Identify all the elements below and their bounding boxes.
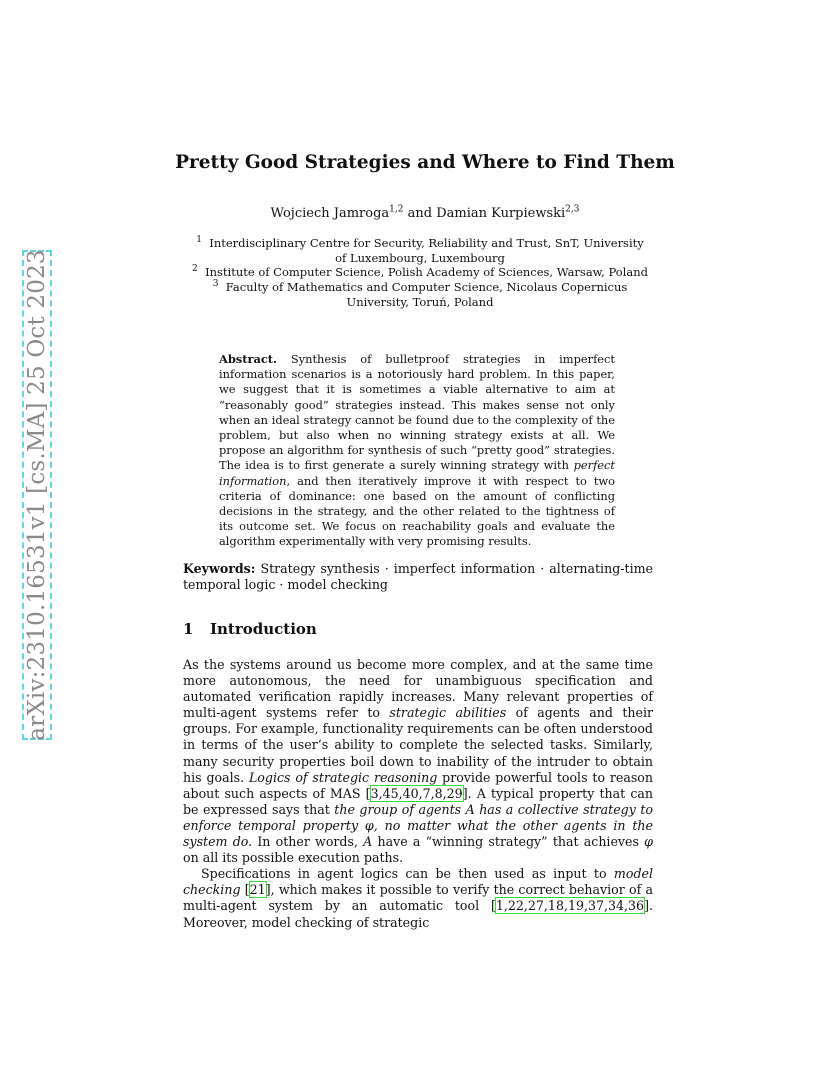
p2-text-c: ], which makes it possible to verify the correct behavior of a multi-agent system by an automatic tool [: [183, 882, 654, 914]
abstract-text-2: , and then iteratively improve it with respect to two criteria of dominance: one based on the amount of conflicting decisions in the strategy, and the other related to the tightness of its outcome set. We focus on reachability goals and evaluate the algorithm experimentally with very promising results.: [219, 473, 615, 549]
abstract-label: Abstract.: [219, 352, 278, 366]
citation-link-21[interactable]: 21: [249, 882, 266, 898]
author-1-affil: 1,2: [389, 204, 404, 215]
citation-link-group-2[interactable]: 1,22,27,18,19,37,34,36: [495, 898, 645, 914]
p1-text-c: provide powerful tools to reason about such aspects of MAS [: [183, 769, 653, 801]
keywords: [183, 561, 653, 593]
arxiv-identifier: arXiv:2310.16531v1 [cs.MA] 25 Oct 2023: [24, 249, 50, 741]
p1-text-a: As the systems around us become more complex, and at the same time more autonomous, the need for unambiguous specification and automated verification rapidly increases. Many relevant properties of multi-agent systems refer to: [183, 657, 653, 721]
p2-text-a: Specifications in agent logics can be then used as input to: [201, 866, 614, 882]
p1-italic-1: strategic abilities: [389, 705, 507, 721]
p2-italic-1: model checking: [183, 866, 653, 898]
p1-italic-2: Logics of strategic reasoning: [248, 769, 438, 785]
affiliation-3-number: 3: [212, 279, 219, 290]
affiliation-2-number: 2: [192, 264, 198, 275]
citation-link-group-1[interactable]: 3,45,40,7,8,29: [370, 785, 463, 801]
p1-italic-4: A: [363, 834, 373, 850]
p1-text-g: on all its possible execution paths.: [183, 850, 404, 866]
p2-text-d: ]. Moreover, model checking of strategic: [183, 898, 653, 930]
affiliation-2: [190, 265, 650, 280]
author-2: Damian Kurpiewski: [436, 206, 566, 221]
affiliation-3-text: Faculty of Mathematics and Computer Science, Nicolaus Copernicus University, Toruń, Poland: [225, 280, 628, 309]
p1-text-b: of agents and their groups. For example, functionality requirements can be often understood in terms of the user’s ability to complete the selected tasks. Similarly, many security properties boil down to inability of the intruder to obtain his goals.: [183, 705, 653, 785]
section-number: 1: [183, 620, 194, 638]
abstract: [219, 352, 615, 550]
p1-italic-5: φ: [644, 834, 653, 850]
affiliation-3: [190, 280, 650, 310]
affiliation-2-text: Institute of Computer Science, Polish Academy of Sciences, Warsaw, Poland: [205, 265, 648, 279]
keywords-label: Keywords:: [183, 561, 256, 576]
author-1: Wojciech Jamroga: [270, 206, 390, 221]
keywords-text: Strategy synthesis · imperfect information · alternating-time temporal logic · model checking: [183, 561, 653, 593]
author-conjunction: and: [407, 206, 433, 221]
p1-text-d: ]. A typical property that can be expressed says that: [183, 785, 654, 817]
affiliation-1-number: 1: [196, 235, 202, 246]
paragraph-2: [183, 866, 653, 930]
abstract-italic: perfect information: [219, 458, 615, 488]
author-2-affil: 2,3: [565, 204, 580, 215]
paper-title: Pretty Good Strategies and Where to Find Them: [175, 152, 675, 173]
body-text: [183, 657, 653, 931]
p1-italic-3: the group of agents A has a collective strategy to enforce temporal property φ, no matter what the other agents in the system do.: [183, 801, 653, 850]
author-line: [170, 206, 680, 221]
abstract-text-1: Synthesis of bulletproof strategies in imperfect information scenarios is a notoriously hard problem. In this paper, we suggest that it is sometimes a viable alternative to aim at “reasonably good” strategies instead. This makes sense not only when an ideal strategy cannot be found due to the complexity of the problem, but also when no winning strategy exists at all. We propose an algorithm for synthesis of such “pretty good” strategies. The idea is to first generate a surely winning strategy with: [219, 352, 615, 473]
section-heading: [183, 620, 653, 638]
p1-text-e: In other words,: [252, 834, 364, 850]
arxiv-sidebar-link[interactable]: [22, 250, 52, 740]
p2-text-b: [: [240, 882, 250, 898]
affiliation-1: [190, 236, 650, 266]
affiliation-1-text: Interdisciplinary Centre for Security, Reliability and Trust, SnT, University of Luxembourg, Luxembourg: [209, 236, 644, 265]
section-title: Introduction: [210, 620, 317, 638]
paragraph-1: [183, 657, 653, 866]
p1-text-f: have a “winning strategy” that achieves: [372, 834, 645, 850]
